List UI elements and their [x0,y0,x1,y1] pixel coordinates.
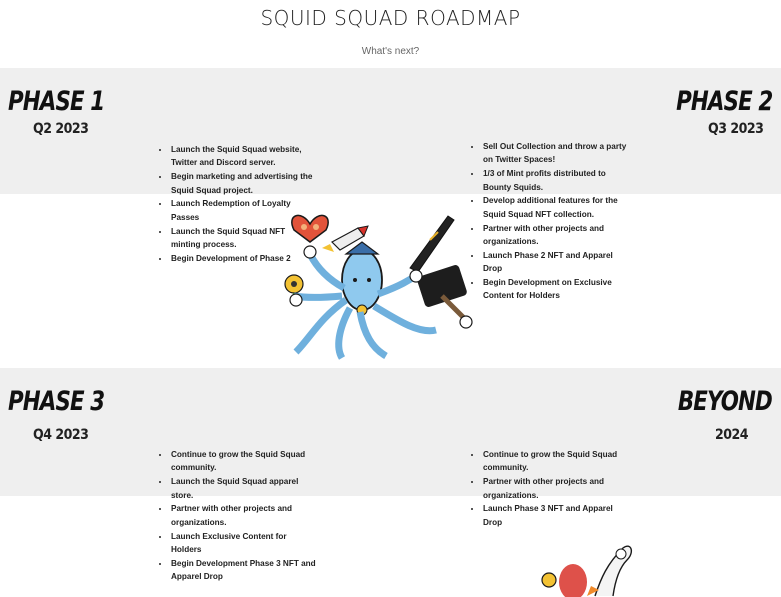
phase-3-date: Q4 2023 [33,427,89,443]
list-item: • Continue to grow the Squid Squad community. [482,448,628,475]
glove-icon [460,316,472,328]
list-item: • Launch Redemption of Loyalty Passes [170,197,316,224]
phase-1-date: Q2 2023 [33,121,89,137]
list-item: • 1/3 of Mint profits distributed to Bounty Squids. [482,167,628,194]
phase-2-list [470,140,628,303]
list-item: • Launch Phase 2 NFT and Apparel Drop [482,249,628,276]
glove-icon [410,270,422,282]
phase-3-title: PHASE 3 [8,386,105,417]
list-item: • Launch the Squid Squad NFT minting process. [170,225,316,252]
glove-icon [304,246,316,258]
hammer-icon [416,264,468,320]
list-item: • Continue to grow the Squid Squad community. [170,448,316,475]
list-item: • Partner with other projects and organizations. [482,222,628,249]
phase-2-date: Q3 2023 [708,121,764,137]
glove-icon [290,294,302,306]
list-item: • Launch Phase 3 NFT and Apparel Drop [482,502,628,529]
phase-1-title: PHASE 1 [8,86,105,117]
page-subtitle: What's next? [361,46,420,57]
list-item: • Partner with other projects and organizations. [482,475,628,502]
squid-rocket-illustration [535,538,640,597]
phase-3-list [158,448,316,584]
beyond-list [470,448,628,530]
list-item: • Sell Out Collection and throw a party on Twitter Spaces! [482,140,628,167]
list-item: • Launch the Squid Squad apparel store. [170,475,316,502]
list-item: • Begin Development Phase 3 NFT and Apparel Drop [170,557,316,584]
beyond-date: 2024 [715,427,749,443]
phase-band-bottom [0,368,781,496]
list-item: • Partner with other projects and organizations. [170,502,316,529]
list-item: • Begin Development on Exclusive Content for Holders [482,276,628,303]
list-item: • Develop additional features for the Squid Squad NFT collection. [482,194,628,221]
squid-mascot-illustration [280,208,490,368]
list-item: • Launch Exclusive Content for Holders [170,530,316,557]
list-item: • Begin Development of Phase 2 [170,252,316,265]
heart-icon [292,215,328,242]
page-title: SQUID SQUAD ROADMAP [260,6,521,30]
list-item: • Launch the Squid Squad website, Twitter and Discord server. [170,143,316,170]
list-item: • Begin marketing and advertising the Squid Squad project. [170,170,316,197]
beyond-title: BEYOND [677,386,772,417]
phase-band-top [0,68,781,194]
phase-2-title: PHASE 2 [675,86,772,117]
bat-icon [410,216,454,272]
